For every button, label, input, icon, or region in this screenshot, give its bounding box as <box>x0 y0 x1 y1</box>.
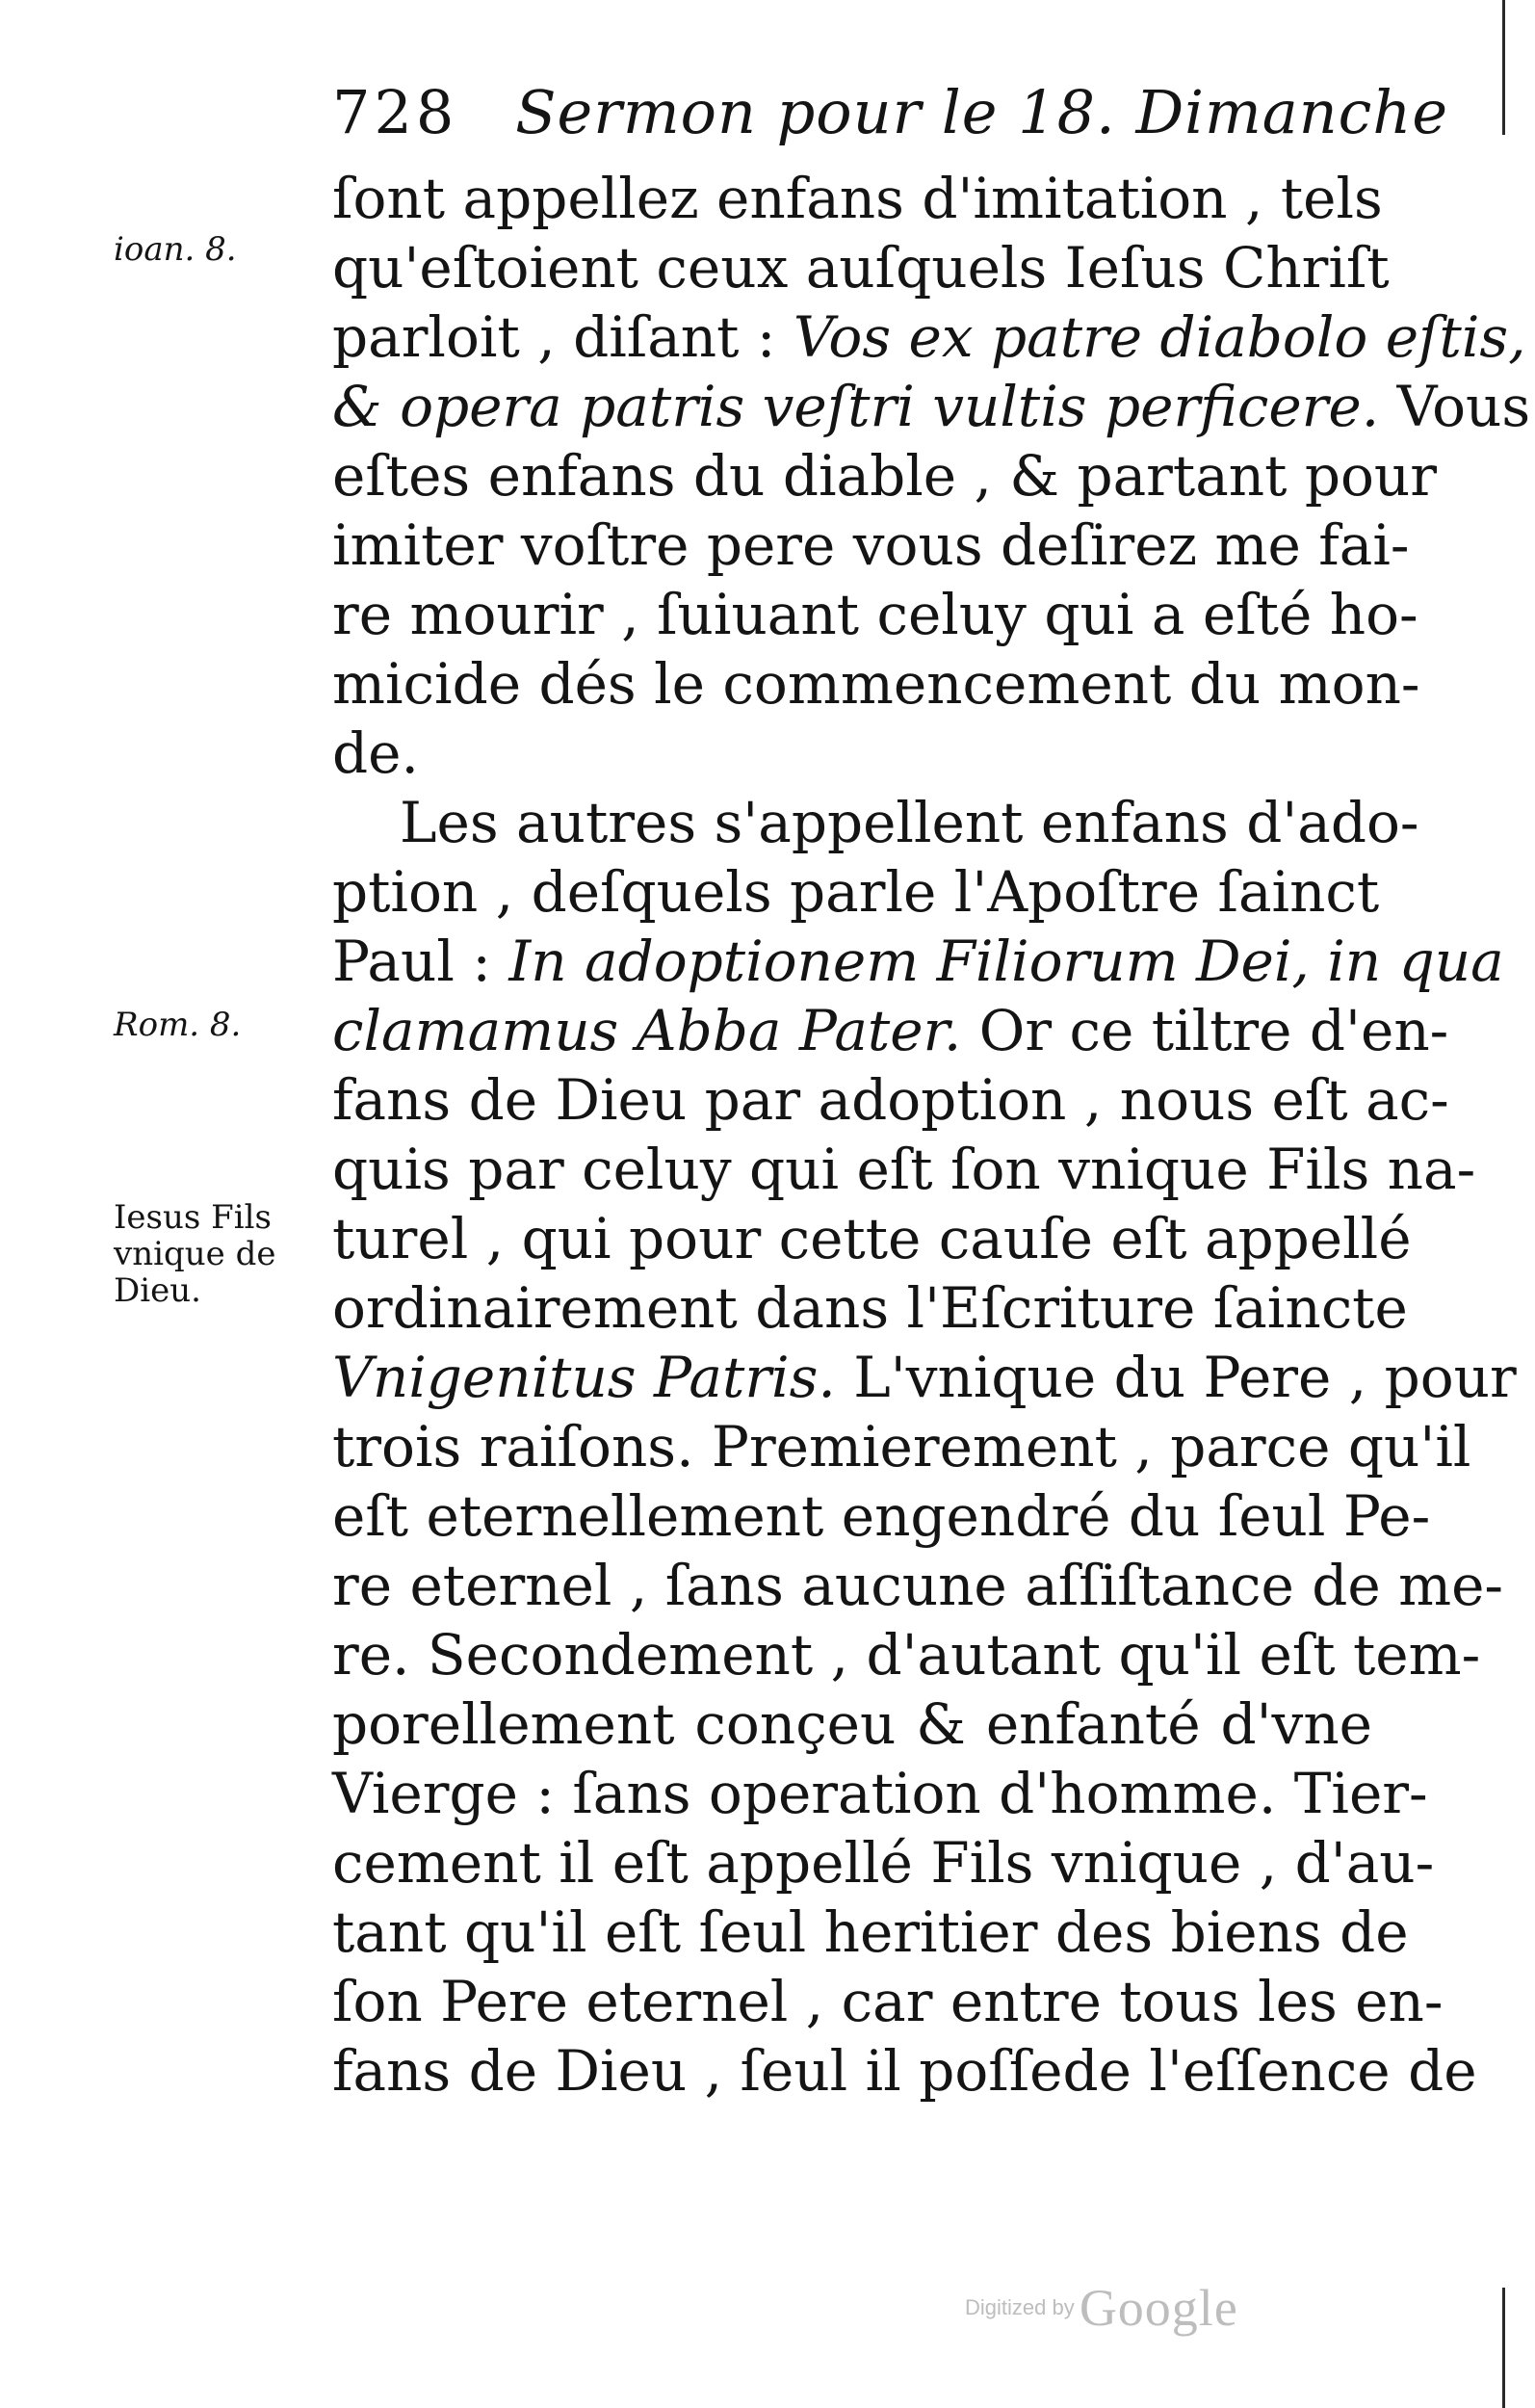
text-line: ption , deſquels parle l'Apoſtre ſainct <box>332 859 1380 925</box>
text-line: ordinairement dans l'Eſcriture ſaincte <box>332 1275 1408 1341</box>
text-line: quis par celuy qui eſt ſon vnique Fils na- <box>332 1137 1476 1202</box>
margin-note: Iesus Fils vnique de Dieu. <box>114 1198 276 1310</box>
gutter-edge-line <box>1502 2288 1505 2408</box>
text-line: Vierge : ſans operation d'homme. Tier- <box>332 1761 1428 1826</box>
text-line: eſt eternellement engendré du ſeul Pe- <box>332 1483 1431 1549</box>
body-text <box>332 164 1531 2106</box>
text-line: fans de Dieu , ſeul il poſſede l'eſſence de <box>332 2038 1477 2104</box>
text-line: re mourir , ſuiuant celuy qui a eſté ho- <box>332 582 1418 647</box>
latin-quote: Vnigenitus Patris. <box>332 1345 836 1410</box>
latin-quote: & opera patris veſtri vultis perficere. <box>332 374 1380 439</box>
digitized-by-google-watermark <box>965 2278 1238 2345</box>
text-line: de. <box>332 720 419 786</box>
text-line: eſtes enfans du diable , & partant pour <box>332 443 1438 509</box>
latin-quote: In adoptionem Filiorum Dei, in qua <box>508 929 1504 994</box>
text-line: Les autres s'appellent enfans d'ado- <box>400 790 1419 855</box>
text-span: Or ce tiltre d'en- <box>978 998 1449 1063</box>
google-logo: Google <box>1079 2279 1238 2337</box>
text-line: ſon Pere eternel , car entre tous les en- <box>332 1969 1444 2034</box>
text-line <box>332 1343 1517 1412</box>
text-line: micide dés le commencement du mon- <box>332 651 1420 717</box>
text-line: imiter voſtre pere vous deſirez me fai- <box>332 512 1410 578</box>
margin-note: Rom. 8. <box>114 1006 242 1044</box>
text-line: ſont appellez enfans d'imitation , tels <box>332 166 1383 231</box>
text-span: L'vnique du Pere , pour <box>853 1345 1517 1410</box>
page-number: 728 <box>332 77 458 147</box>
text-line <box>332 996 1449 1065</box>
text-line <box>332 927 1504 996</box>
text-line: qu'eſtoient ceux auſquels Ieſus Chriſt <box>332 235 1390 301</box>
latin-quote: Vos ex patre diabolo eſtis, <box>793 304 1526 370</box>
text-line: trois raiſons. Premierement , parce qu'il <box>332 1414 1471 1479</box>
gutter-edge-line <box>1502 0 1505 135</box>
text-span: Vous <box>1396 374 1531 439</box>
text-line: fans de Dieu par adoption , nous eſt ac- <box>332 1067 1449 1133</box>
text-line: porellement conçeu & enfanté d'vne <box>332 1691 1372 1757</box>
page-header <box>332 77 1449 164</box>
text-line: re. Secondement , d'autant qu'il eſt tem- <box>332 1622 1481 1688</box>
margin-note: ioan. 8. <box>114 230 237 269</box>
text-span: parloit , diſant : <box>332 304 776 370</box>
running-title: Sermon pour le 18. Dimanche <box>515 77 1449 147</box>
text-line <box>332 372 1531 441</box>
text-line: re eternel , ſans aucune aſſiſtance de me- <box>332 1553 1504 1618</box>
text-span: Paul : <box>332 929 491 994</box>
text-line: cement il eſt appellé Fils vnique , d'au- <box>332 1830 1435 1896</box>
latin-quote: clamamus Abba Pater. <box>332 998 962 1063</box>
text-line: tant qu'il eſt ſeul heritier des biens de <box>332 1899 1409 1965</box>
text-line <box>332 302 1526 372</box>
text-line: turel , qui pour cette cauſe eſt appellé <box>332 1206 1412 1271</box>
digitized-by-label: Digitized by <box>965 2295 1075 2319</box>
